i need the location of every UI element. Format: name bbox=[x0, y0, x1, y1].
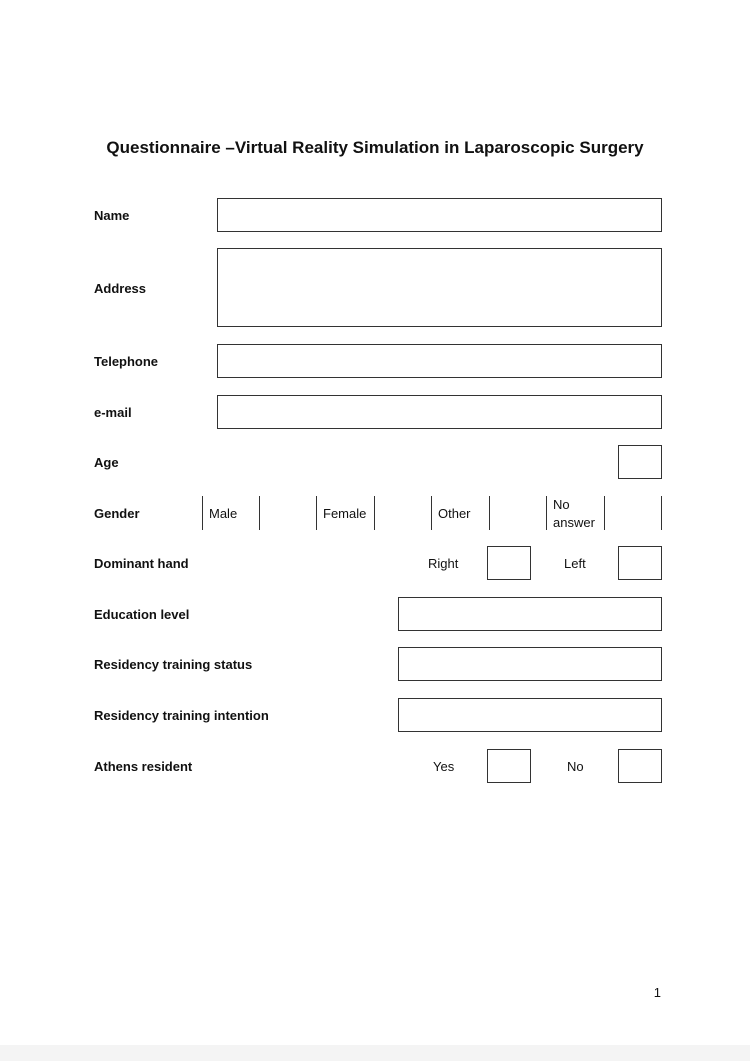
residency-status-label: Residency training status bbox=[94, 657, 253, 672]
gender-divider bbox=[661, 496, 662, 530]
dominant-hand-right-checkbox[interactable] bbox=[487, 546, 531, 580]
dominant-hand-label: Dominant hand bbox=[94, 556, 189, 571]
gender-option-male: Male bbox=[209, 506, 238, 521]
age-label: Age bbox=[94, 455, 119, 470]
gender-no-answer-checkbox-cell[interactable] bbox=[604, 496, 605, 530]
gender-option-no-answer-line2: answer bbox=[553, 515, 595, 530]
gender-male-checkbox-cell[interactable] bbox=[259, 496, 260, 530]
page-bottom-edge bbox=[0, 1045, 750, 1061]
residency-intention-label: Residency training intention bbox=[94, 708, 269, 723]
athens-resident-option-no: No bbox=[567, 759, 584, 774]
dominant-hand-left-checkbox[interactable] bbox=[618, 546, 662, 580]
athens-resident-label: Athens resident bbox=[94, 759, 193, 774]
residency-intention-field[interactable] bbox=[398, 698, 662, 732]
telephone-field[interactable] bbox=[217, 344, 662, 378]
email-label: e-mail bbox=[94, 405, 132, 420]
gender-divider bbox=[316, 496, 317, 530]
gender-divider bbox=[202, 496, 203, 530]
page-number: 1 bbox=[653, 985, 661, 1000]
dominant-hand-option-left: Left bbox=[564, 556, 586, 571]
gender-female-checkbox-cell[interactable] bbox=[374, 496, 375, 530]
age-field[interactable] bbox=[618, 445, 662, 479]
gender-divider bbox=[546, 496, 547, 530]
gender-label: Gender bbox=[94, 506, 140, 521]
dominant-hand-option-right: Right bbox=[428, 556, 459, 571]
gender-option-no-answer-line1: No bbox=[553, 497, 570, 512]
education-level-field[interactable] bbox=[398, 597, 662, 631]
telephone-label: Telephone bbox=[94, 354, 159, 369]
athens-resident-yes-checkbox[interactable] bbox=[487, 749, 531, 783]
name-field[interactable] bbox=[217, 198, 662, 232]
gender-other-checkbox-cell[interactable] bbox=[489, 496, 490, 530]
address-field[interactable] bbox=[217, 248, 662, 327]
page-title: Questionnaire –Virtual Reality Simulation in Laparoscopic Surgery bbox=[106, 138, 644, 157]
athens-resident-no-checkbox[interactable] bbox=[618, 749, 662, 783]
gender-divider bbox=[431, 496, 432, 530]
name-label: Name bbox=[94, 208, 130, 223]
residency-status-field[interactable] bbox=[398, 647, 662, 681]
education-level-label: Education level bbox=[94, 607, 190, 622]
email-field[interactable] bbox=[217, 395, 662, 429]
gender-option-female: Female bbox=[323, 506, 367, 521]
athens-resident-option-yes: Yes bbox=[433, 759, 455, 774]
gender-option-other: Other bbox=[438, 506, 471, 521]
address-label: Address bbox=[94, 281, 147, 296]
